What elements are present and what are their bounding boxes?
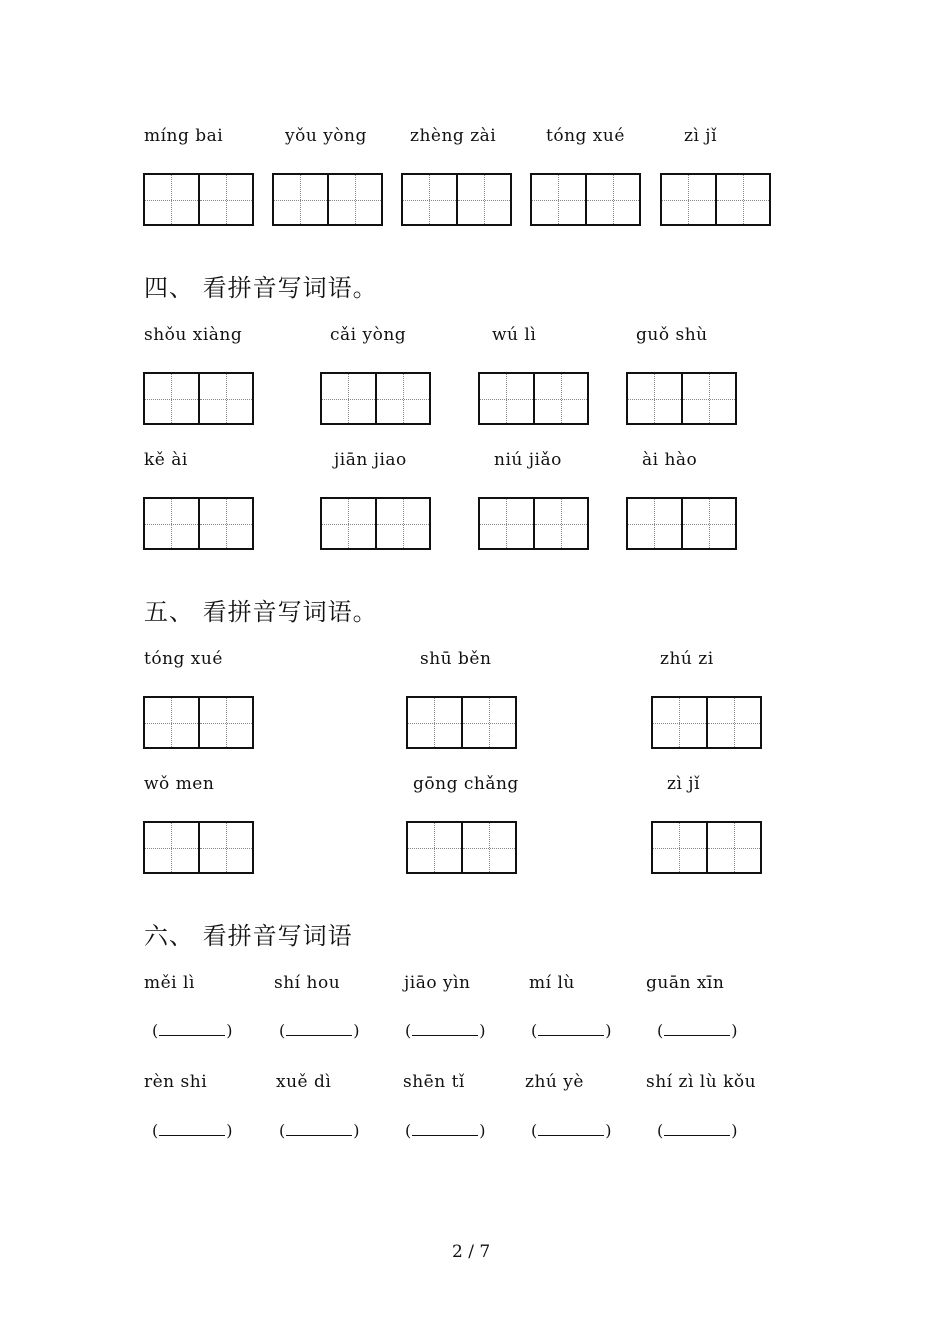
pinyin-label: xuě dì [276,1072,332,1092]
pinyin-label: shū běn [420,649,492,669]
writing-grid[interactable] [530,173,641,226]
writing-grid[interactable] [406,696,517,749]
writing-grid[interactable] [272,173,383,226]
pinyin-label: tóng xué [144,649,223,669]
pinyin-label: měi lì [144,973,195,993]
writing-grid[interactable] [143,497,254,550]
answer-blank[interactable]: ( ) [657,1021,738,1040]
pinyin-label: míng bai [144,126,224,146]
pinyin-label: yǒu yòng [285,126,367,146]
pinyin-label: shēn tǐ [403,1072,465,1092]
answer-blank[interactable]: ( ) [657,1121,738,1140]
section-heading: 六、 看拼音写词语 [144,922,353,950]
pinyin-label: tóng xué [546,126,625,146]
pinyin-label: jiāo yìn [404,973,471,993]
answer-blank[interactable]: ( ) [152,1021,233,1040]
writing-grid[interactable] [143,173,254,226]
pinyin-label: jiān jiao [334,450,407,470]
pinyin-label: rèn shi [144,1072,208,1092]
writing-grid[interactable] [143,696,254,749]
pinyin-label: shí zì lù kǒu [646,1072,757,1092]
pinyin-label: cǎi yòng [330,325,407,345]
pinyin-label: guǒ shù [636,325,708,345]
pinyin-label: ài hào [642,450,698,470]
pinyin-label: zhú yè [525,1072,584,1092]
pinyin-label: guān xīn [646,973,725,993]
pinyin-label: shǒu xiàng [144,325,243,345]
answer-blank[interactable]: ( ) [531,1121,612,1140]
writing-grid[interactable] [626,497,737,550]
answer-blank[interactable]: ( ) [405,1021,486,1040]
pinyin-label: zì jǐ [667,774,701,794]
pinyin-label: shí hou [274,973,341,993]
pinyin-label: zhèng zài [410,126,497,146]
answer-blank[interactable]: ( ) [531,1021,612,1040]
writing-grid[interactable] [478,497,589,550]
pinyin-label: kě ài [144,450,188,470]
answer-blank[interactable]: ( ) [405,1121,486,1140]
pinyin-label: gōng chǎng [413,774,519,794]
answer-blank[interactable]: ( ) [279,1021,360,1040]
writing-grid[interactable] [660,173,771,226]
pinyin-label: wǒ men [144,774,215,794]
writing-grid[interactable] [478,372,589,425]
section-heading: 五、 看拼音写词语。 [144,598,378,626]
writing-grid[interactable] [401,173,512,226]
answer-blank[interactable]: ( ) [279,1121,360,1140]
writing-grid[interactable] [406,821,517,874]
writing-grid[interactable] [320,372,431,425]
writing-grid[interactable] [651,696,762,749]
writing-grid[interactable] [143,372,254,425]
writing-grid[interactable] [651,821,762,874]
pinyin-label: zì jǐ [684,126,718,146]
section-heading: 四、 看拼音写词语。 [144,274,378,302]
writing-grid[interactable] [143,821,254,874]
writing-grid[interactable] [626,372,737,425]
answer-blank[interactable]: ( ) [152,1121,233,1140]
writing-grid[interactable] [320,497,431,550]
pinyin-label: wú lì [492,325,537,345]
pinyin-label: niú jiǎo [494,450,562,470]
page-number: 2 / 7 [452,1242,491,1262]
pinyin-label: mí lù [529,973,575,993]
pinyin-label: zhú zi [660,649,714,669]
